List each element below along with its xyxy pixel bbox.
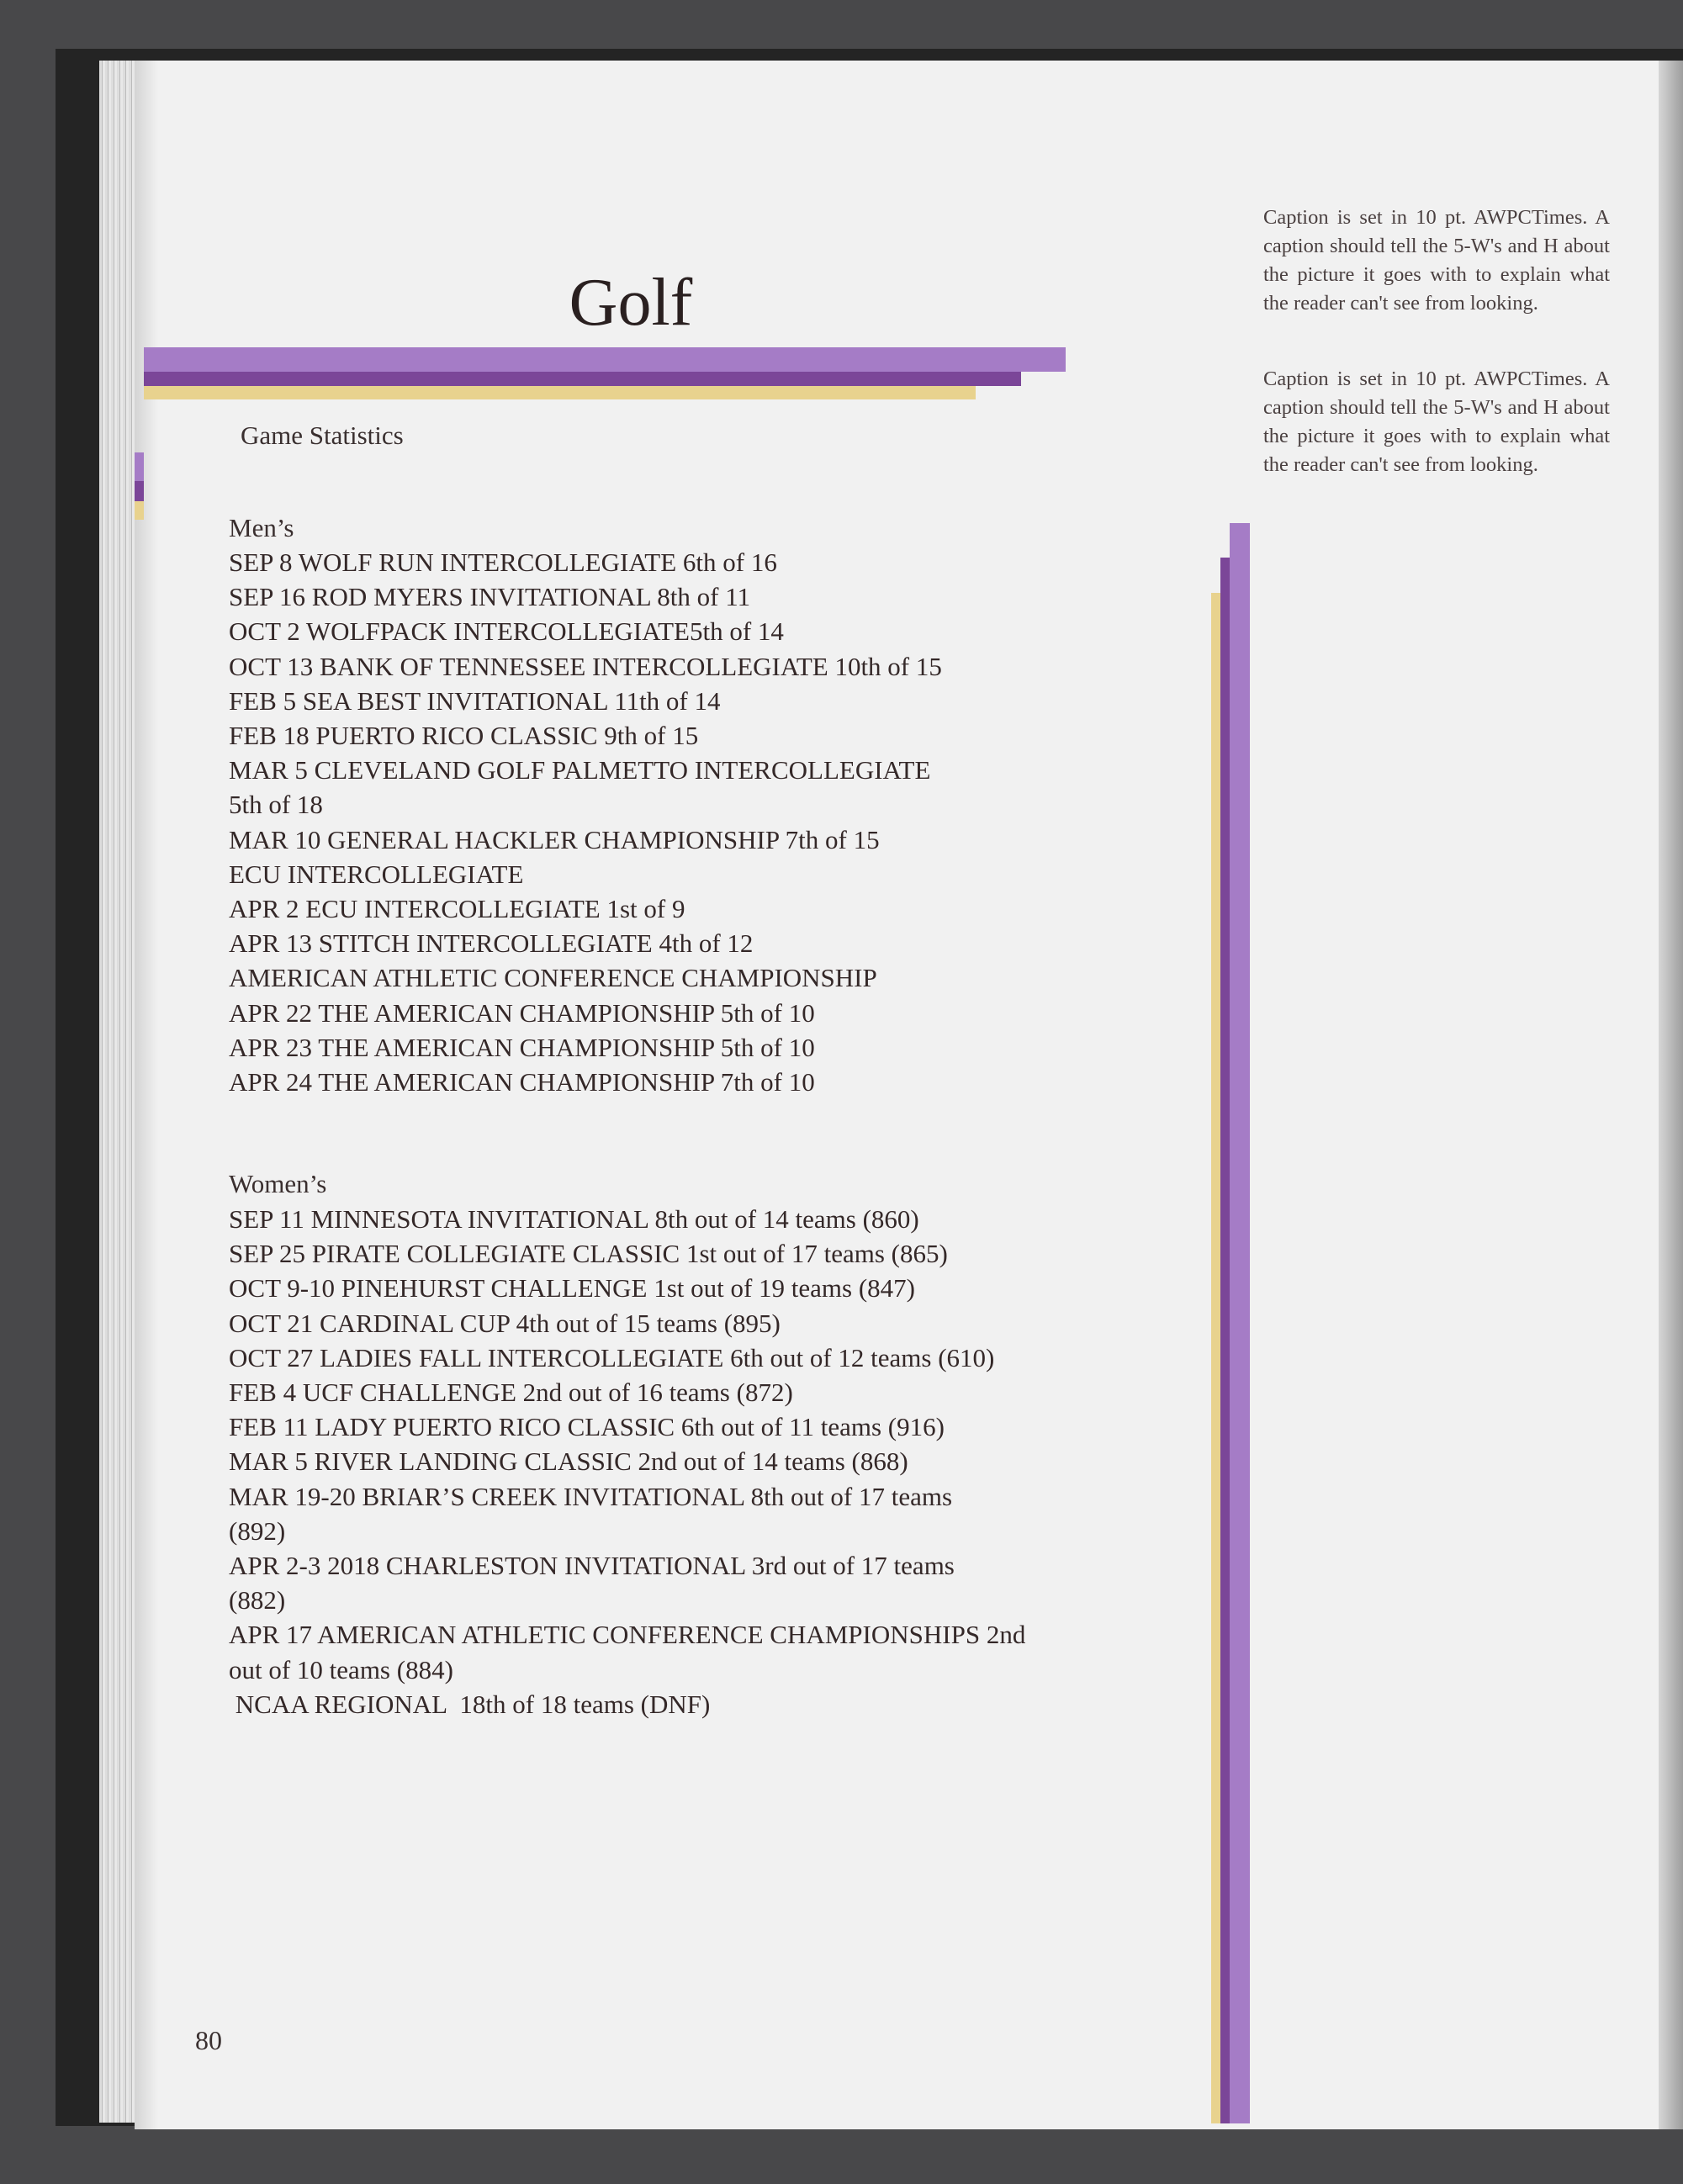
list-item: OCT 2 WOLFPACK INTERCOLLEGIATE5th of 14 [229,616,784,647]
list-item: AMERICAN ATHLETIC CONFERENCE CHAMPIONSHIP [229,963,877,993]
list-item: FEB 18 PUERTO RICO CLASSIC 9th of 15 [229,721,699,751]
left-edge-purple-bar [135,452,144,481]
list-item: APR 2 ECU INTERCOLLEGIATE 1st of 9 [229,894,685,924]
list-item: APR 17 AMERICAN ATHLETIC CONFERENCE CHAMPIONSHIPS 2nd [229,1620,1026,1650]
womens-heading: Women’s [229,1169,327,1198]
vertical-bar-dark-purple [1220,558,1230,2123]
vertical-bar-light-purple [1230,523,1250,2123]
list-item: APR 22 THE AMERICAN CHAMPIONSHIP 5th of 10 [229,997,815,1028]
left-edge-dark-bar [135,481,144,501]
list-item: SEP 8 WOLF RUN INTERCOLLEGIATE 6th of 16 [229,547,777,577]
list-item: SEP 11 MINNESOTA INVITATIONAL 8th out of 14 teams (860) [229,1204,919,1234]
list-item: MAR 19-20 BRIAR’S CREEK INVITATIONAL 8th out of 17 teams [229,1481,953,1511]
photo-caption-1: Caption is set in 10 pt. AWPCTimes. A caption should tell the 5-W's and H about the picture it goes with to explain what the reader can't see from looking. [1263,206,1610,315]
list-item: APR 23 THE AMERICAN CHAMPIONSHIP 5th of 10 [229,1032,815,1062]
title-bar-dark-purple [144,372,1021,386]
list-item: (882) [229,1585,286,1616]
list-item: MAR 10 GENERAL HACKLER CHAMPIONSHIP 7th of 15 [229,824,880,854]
list-item: SEP 16 ROD MYERS INVITATIONAL 8th of 11 [229,582,751,612]
page-number: 80 [195,2025,222,2055]
list-item: FEB 4 UCF CHALLENGE 2nd out of 16 teams (872) [229,1378,793,1408]
list-item: (892) [229,1515,286,1546]
page-title: Golf [569,266,693,340]
list-item: OCT 13 BANK OF TENNESSEE INTERCOLLEGIATE 10th of 15 [229,651,942,681]
list-item: APR 2-3 2018 CHARLESTON INVITATIONAL 3rd out of 17 teams [229,1551,955,1581]
left-edge-gold-bar [135,501,144,520]
list-item: FEB 5 SEA BEST INVITATIONAL 11th of 14 [229,685,721,716]
mens-heading: Men’s [229,513,294,542]
list-item: MAR 5 RIVER LANDING CLASSIC 2nd out of 14 teams (868) [229,1446,908,1477]
list-item: OCT 9-10 PINEHURST CHALLENGE 1st out of 19 teams (847) [229,1273,916,1304]
vertical-bar-gold [1211,593,1220,2123]
page-subtitle: Game Statistics [241,420,404,450]
list-item: out of 10 teams (884) [229,1654,453,1684]
mens-results-list [229,545,1129,1099]
list-item: 5th of 18 [229,790,323,820]
list-item: OCT 27 LADIES FALL INTERCOLLEGIATE 6th out of 12 teams (610) [229,1342,995,1372]
list-item: ECU INTERCOLLEGIATE [229,859,524,889]
list-item: APR 24 THE AMERICAN CHAMPIONSHIP 7th of 10 [229,1067,815,1097]
title-bar-gold [144,386,976,399]
title-bar-light-purple [144,347,1066,372]
list-item: APR 13 STITCH INTERCOLLEGIATE 4th of 12 [229,928,754,959]
list-item: NCAA REGIONAL 18th of 18 teams (DNF) [229,1689,711,1719]
list-item: SEP 25 PIRATE COLLEGIATE CLASSIC 1st out of 17 teams (865) [229,1239,948,1269]
photo-caption-2: Caption is set in 10 pt. AWPCTimes. A caption should tell the 5-W's and H about the picture it goes with to explain what the reader can't see from looking. [1263,368,1610,476]
list-item: FEB 11 LADY PUERTO RICO CLASSIC 6th out of 11 teams (916) [229,1412,945,1442]
list-item: MAR 5 CLEVELAND GOLF PALMETTO INTERCOLLEGIATE [229,755,931,785]
list-item: OCT 21 CARDINAL CUP 4th out of 15 teams (895) [229,1308,781,1338]
page-right-edge [1659,61,1683,2129]
womens-results-list [229,1202,1129,1721]
